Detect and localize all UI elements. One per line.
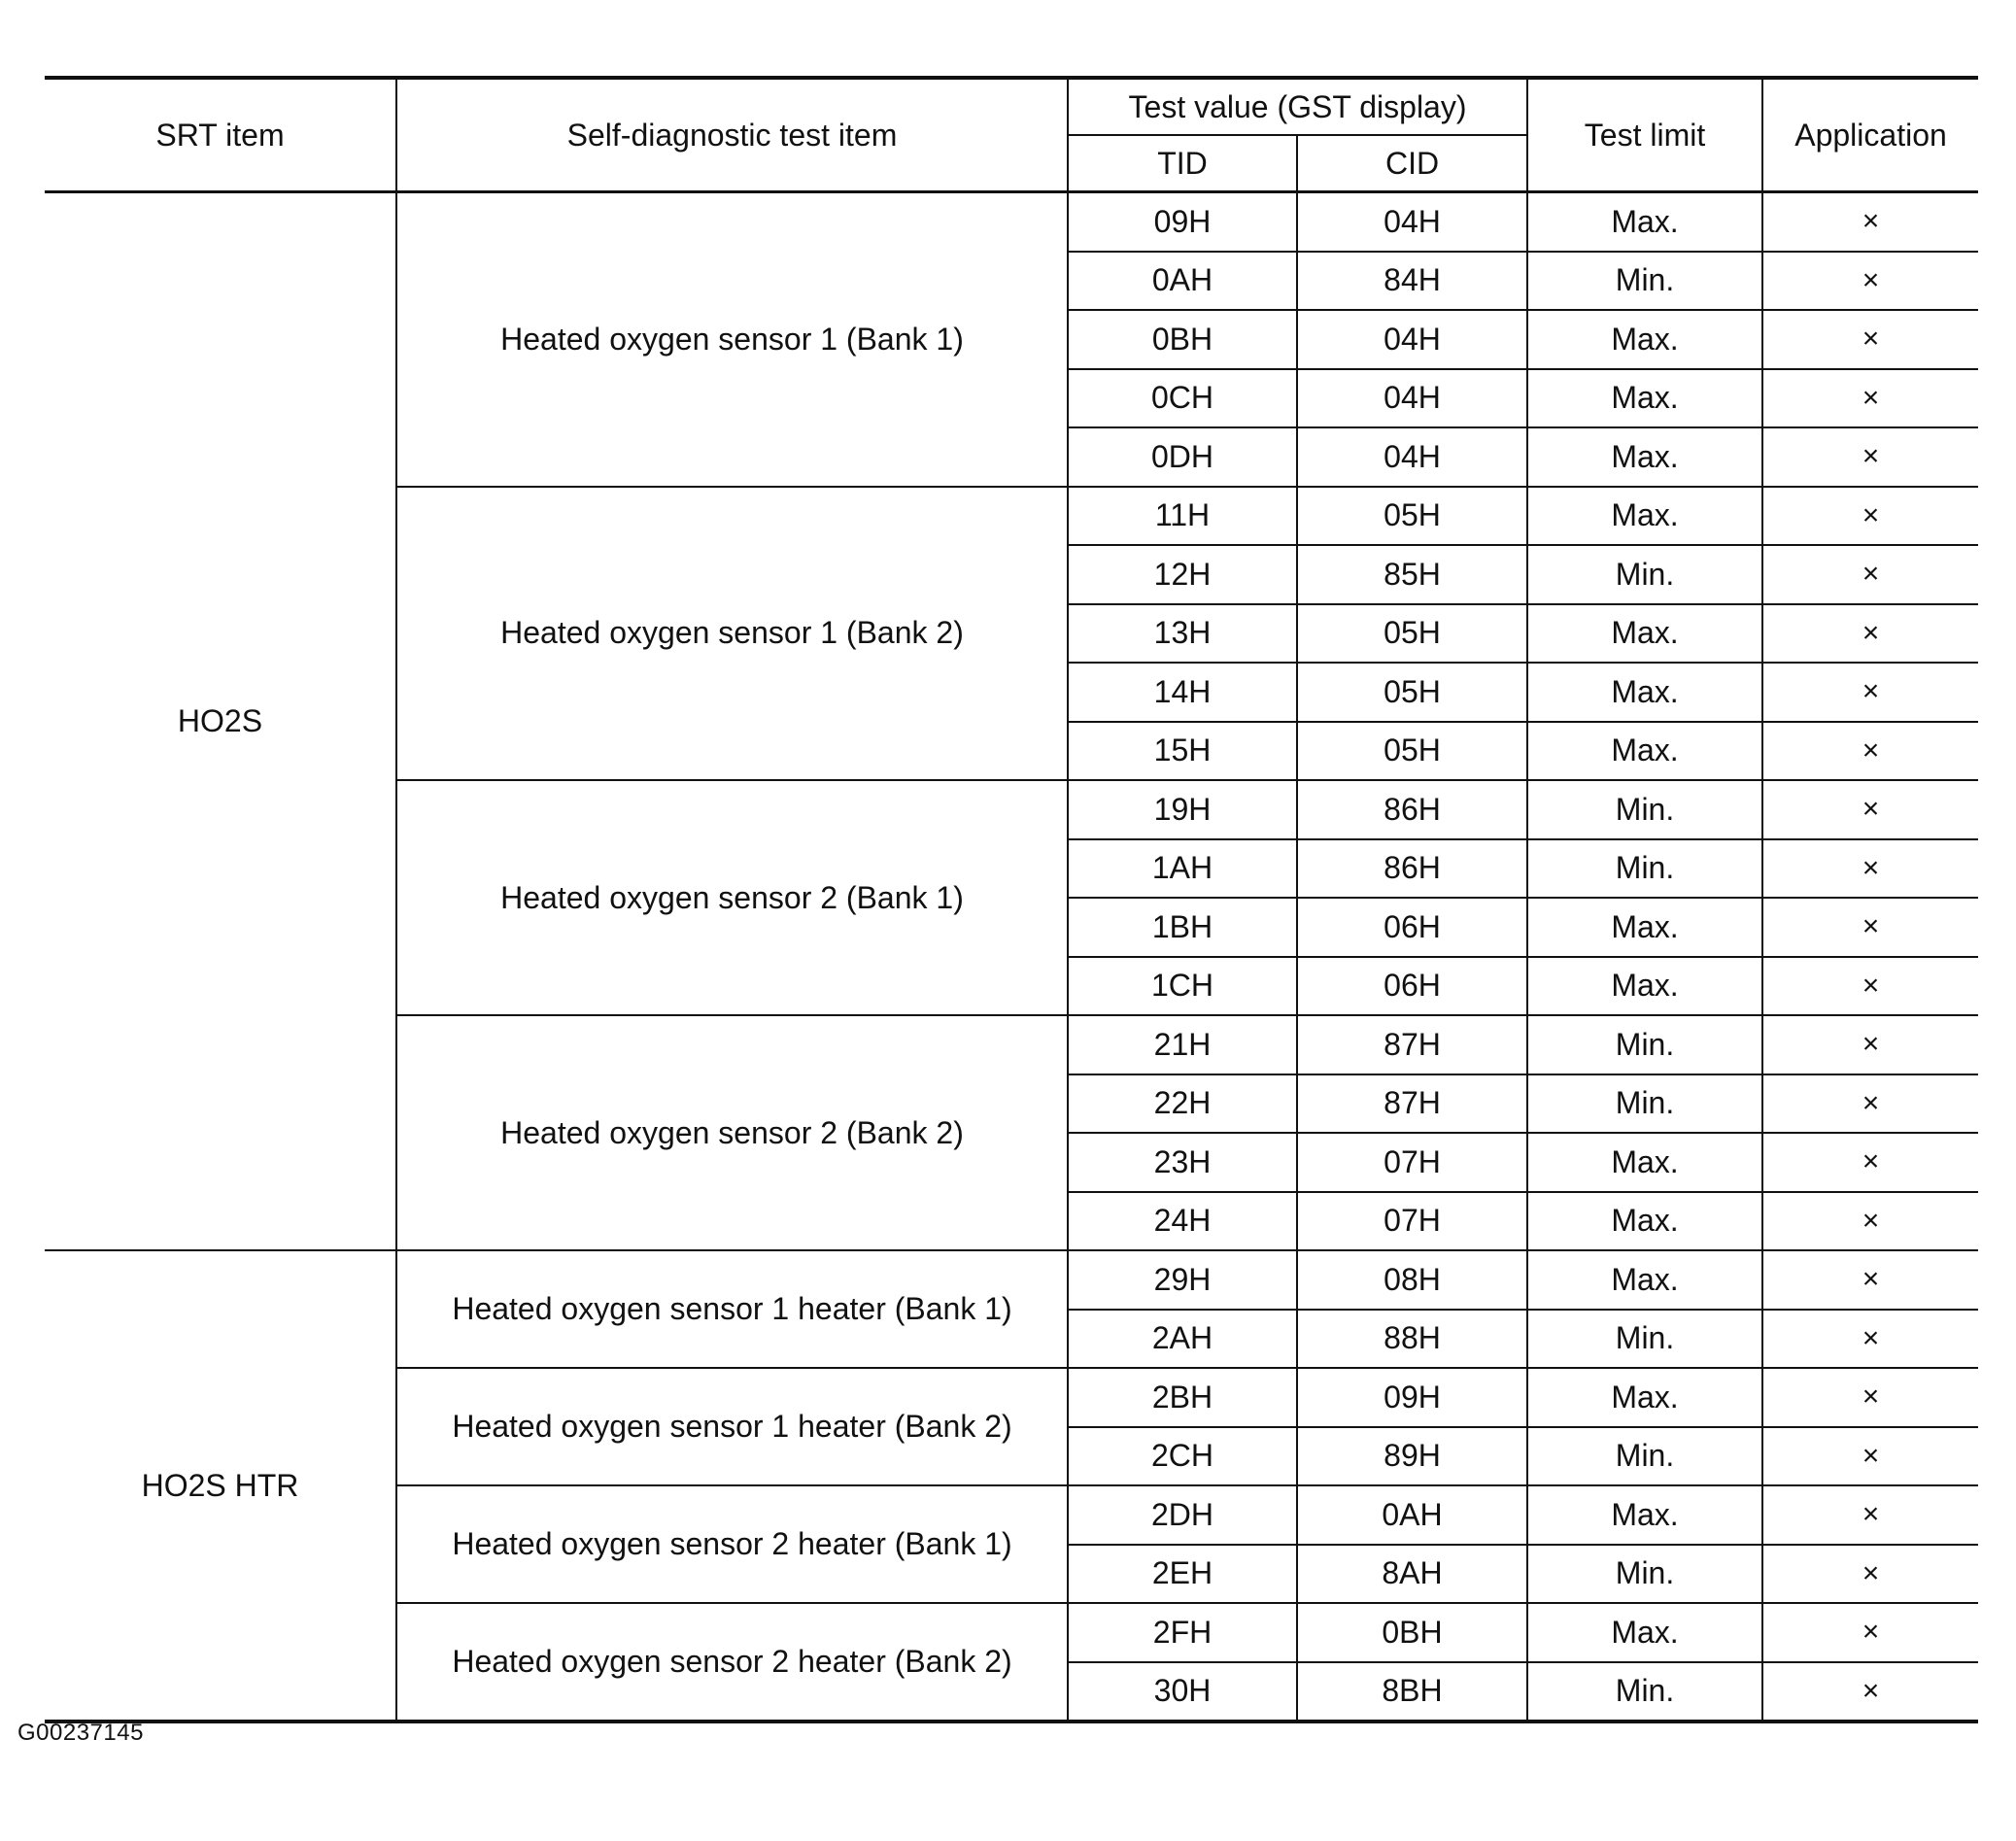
application-mark: × bbox=[1762, 604, 1978, 664]
tid-cell: 2CH bbox=[1068, 1427, 1297, 1486]
self-diagnostic-item-cell: Heated oxygen sensor 1 heater (Bank 1) bbox=[396, 1250, 1068, 1368]
tid-cell: 2BH bbox=[1068, 1368, 1297, 1427]
application-mark: × bbox=[1762, 1133, 1978, 1192]
test-limit-cell: Max. bbox=[1527, 1368, 1762, 1427]
srt-table-container bbox=[45, 76, 1978, 1723]
tid-cell: 1AH bbox=[1068, 839, 1297, 899]
tid-cell: 12H bbox=[1068, 545, 1297, 604]
test-limit-cell: Max. bbox=[1527, 663, 1762, 722]
tid-cell: 0BH bbox=[1068, 310, 1297, 369]
cid-cell: 05H bbox=[1297, 722, 1527, 781]
tid-cell: 24H bbox=[1068, 1192, 1297, 1251]
application-mark: × bbox=[1762, 1368, 1978, 1427]
tid-cell: 2FH bbox=[1068, 1603, 1297, 1662]
self-diagnostic-item-cell: Heated oxygen sensor 2 (Bank 1) bbox=[396, 780, 1068, 1015]
cid-cell: 05H bbox=[1297, 487, 1527, 546]
cid-cell: 0BH bbox=[1297, 1603, 1527, 1662]
application-mark: × bbox=[1762, 310, 1978, 369]
table-row bbox=[45, 1250, 1978, 1310]
cid-cell: 86H bbox=[1297, 780, 1527, 839]
cid-cell: 8BH bbox=[1297, 1662, 1527, 1722]
cid-cell: 87H bbox=[1297, 1015, 1527, 1074]
cid-cell: 05H bbox=[1297, 604, 1527, 664]
srt-item-cell: HO2S bbox=[45, 192, 396, 1251]
application-mark: × bbox=[1762, 1015, 1978, 1074]
tid-cell: 1BH bbox=[1068, 898, 1297, 957]
cid-cell: 07H bbox=[1297, 1133, 1527, 1192]
test-limit-cell: Max. bbox=[1527, 1250, 1762, 1310]
cid-cell: 07H bbox=[1297, 1192, 1527, 1251]
tid-cell: 21H bbox=[1068, 1015, 1297, 1074]
application-mark: × bbox=[1762, 487, 1978, 546]
self-diagnostic-item-cell: Heated oxygen sensor 1 heater (Bank 2) bbox=[396, 1368, 1068, 1485]
cid-cell: 04H bbox=[1297, 192, 1527, 252]
test-limit-cell: Max. bbox=[1527, 1192, 1762, 1251]
cid-cell: 06H bbox=[1297, 957, 1527, 1016]
test-limit-cell: Max. bbox=[1527, 1603, 1762, 1662]
test-limit-cell: Min. bbox=[1527, 1662, 1762, 1722]
application-mark: × bbox=[1762, 1662, 1978, 1722]
test-limit-cell: Max. bbox=[1527, 898, 1762, 957]
header-self-diagnostic-test-item: Self-diagnostic test item bbox=[396, 78, 1068, 192]
tid-cell: 29H bbox=[1068, 1250, 1297, 1310]
test-limit-cell: Min. bbox=[1527, 252, 1762, 311]
test-limit-cell: Min. bbox=[1527, 1074, 1762, 1134]
application-mark: × bbox=[1762, 1192, 1978, 1251]
cid-cell: 04H bbox=[1297, 427, 1527, 487]
application-mark: × bbox=[1762, 1250, 1978, 1310]
tid-cell: 15H bbox=[1068, 722, 1297, 781]
header-test-value: Test value (GST display) bbox=[1068, 78, 1527, 135]
header-test-limit: Test limit bbox=[1527, 78, 1762, 192]
application-mark: × bbox=[1762, 1310, 1978, 1369]
application-mark: × bbox=[1762, 427, 1978, 487]
srt-item-cell: HO2S HTR bbox=[45, 1250, 396, 1722]
tid-cell: 0AH bbox=[1068, 252, 1297, 311]
application-mark: × bbox=[1762, 192, 1978, 252]
self-diagnostic-item-cell: Heated oxygen sensor 2 heater (Bank 2) bbox=[396, 1603, 1068, 1722]
cid-cell: 86H bbox=[1297, 839, 1527, 899]
tid-cell: 30H bbox=[1068, 1662, 1297, 1722]
test-limit-cell: Min. bbox=[1527, 1015, 1762, 1074]
tid-cell: 22H bbox=[1068, 1074, 1297, 1134]
cid-cell: 0AH bbox=[1297, 1485, 1527, 1545]
cid-cell: 08H bbox=[1297, 1250, 1527, 1310]
application-mark: × bbox=[1762, 722, 1978, 781]
tid-cell: 2DH bbox=[1068, 1485, 1297, 1545]
test-limit-cell: Max. bbox=[1527, 369, 1762, 428]
table-body bbox=[45, 192, 1978, 1722]
application-mark: × bbox=[1762, 369, 1978, 428]
tid-cell: 1CH bbox=[1068, 957, 1297, 1016]
test-limit-cell: Max. bbox=[1527, 487, 1762, 546]
header-application: Application bbox=[1762, 78, 1978, 192]
cid-cell: 04H bbox=[1297, 369, 1527, 428]
test-limit-cell: Min. bbox=[1527, 780, 1762, 839]
cid-cell: 05H bbox=[1297, 663, 1527, 722]
tid-cell: 2AH bbox=[1068, 1310, 1297, 1369]
header-srt-item: SRT item bbox=[45, 78, 396, 192]
application-mark: × bbox=[1762, 1074, 1978, 1134]
test-limit-cell: Max. bbox=[1527, 1485, 1762, 1545]
application-mark: × bbox=[1762, 252, 1978, 311]
test-limit-cell: Max. bbox=[1527, 192, 1762, 252]
test-limit-cell: Max. bbox=[1527, 722, 1762, 781]
tid-cell: 23H bbox=[1068, 1133, 1297, 1192]
cid-cell: 87H bbox=[1297, 1074, 1527, 1134]
test-limit-cell: Min. bbox=[1527, 839, 1762, 899]
application-mark: × bbox=[1762, 663, 1978, 722]
tid-cell: 09H bbox=[1068, 192, 1297, 252]
application-mark: × bbox=[1762, 545, 1978, 604]
test-limit-cell: Min. bbox=[1527, 1545, 1762, 1604]
application-mark: × bbox=[1762, 957, 1978, 1016]
tid-cell: 0CH bbox=[1068, 369, 1297, 428]
application-mark: × bbox=[1762, 898, 1978, 957]
test-limit-cell: Max. bbox=[1527, 957, 1762, 1016]
test-limit-cell: Max. bbox=[1527, 1133, 1762, 1192]
cid-cell: 04H bbox=[1297, 310, 1527, 369]
application-mark: × bbox=[1762, 1427, 1978, 1486]
cid-cell: 89H bbox=[1297, 1427, 1527, 1486]
tid-cell: 2EH bbox=[1068, 1545, 1297, 1604]
application-mark: × bbox=[1762, 1603, 1978, 1662]
header-tid: TID bbox=[1068, 135, 1297, 192]
self-diagnostic-item-cell: Heated oxygen sensor 1 (Bank 2) bbox=[396, 487, 1068, 781]
application-mark: × bbox=[1762, 839, 1978, 899]
cid-cell: 88H bbox=[1297, 1310, 1527, 1369]
cid-cell: 84H bbox=[1297, 252, 1527, 311]
test-limit-cell: Max. bbox=[1527, 310, 1762, 369]
figure-id: G00237145 bbox=[17, 1720, 144, 1746]
tid-cell: 13H bbox=[1068, 604, 1297, 664]
tid-cell: 14H bbox=[1068, 663, 1297, 722]
table-row bbox=[45, 192, 1978, 252]
self-diagnostic-item-cell: Heated oxygen sensor 2 heater (Bank 1) bbox=[396, 1485, 1068, 1603]
test-limit-cell: Min. bbox=[1527, 1310, 1762, 1369]
cid-cell: 06H bbox=[1297, 898, 1527, 957]
self-diagnostic-item-cell: Heated oxygen sensor 2 (Bank 2) bbox=[396, 1015, 1068, 1250]
tid-cell: 19H bbox=[1068, 780, 1297, 839]
table-header bbox=[45, 78, 1978, 192]
test-limit-cell: Min. bbox=[1527, 545, 1762, 604]
test-limit-cell: Max. bbox=[1527, 427, 1762, 487]
cid-cell: 09H bbox=[1297, 1368, 1527, 1427]
tid-cell: 0DH bbox=[1068, 427, 1297, 487]
header-cid: CID bbox=[1297, 135, 1527, 192]
tid-cell: 11H bbox=[1068, 487, 1297, 546]
cid-cell: 85H bbox=[1297, 545, 1527, 604]
cid-cell: 8AH bbox=[1297, 1545, 1527, 1604]
self-diagnostic-item-cell: Heated oxygen sensor 1 (Bank 1) bbox=[396, 192, 1068, 487]
srt-table bbox=[45, 76, 1978, 1723]
test-limit-cell: Max. bbox=[1527, 604, 1762, 664]
test-limit-cell: Min. bbox=[1527, 1427, 1762, 1486]
application-mark: × bbox=[1762, 1545, 1978, 1604]
application-mark: × bbox=[1762, 780, 1978, 839]
application-mark: × bbox=[1762, 1485, 1978, 1545]
